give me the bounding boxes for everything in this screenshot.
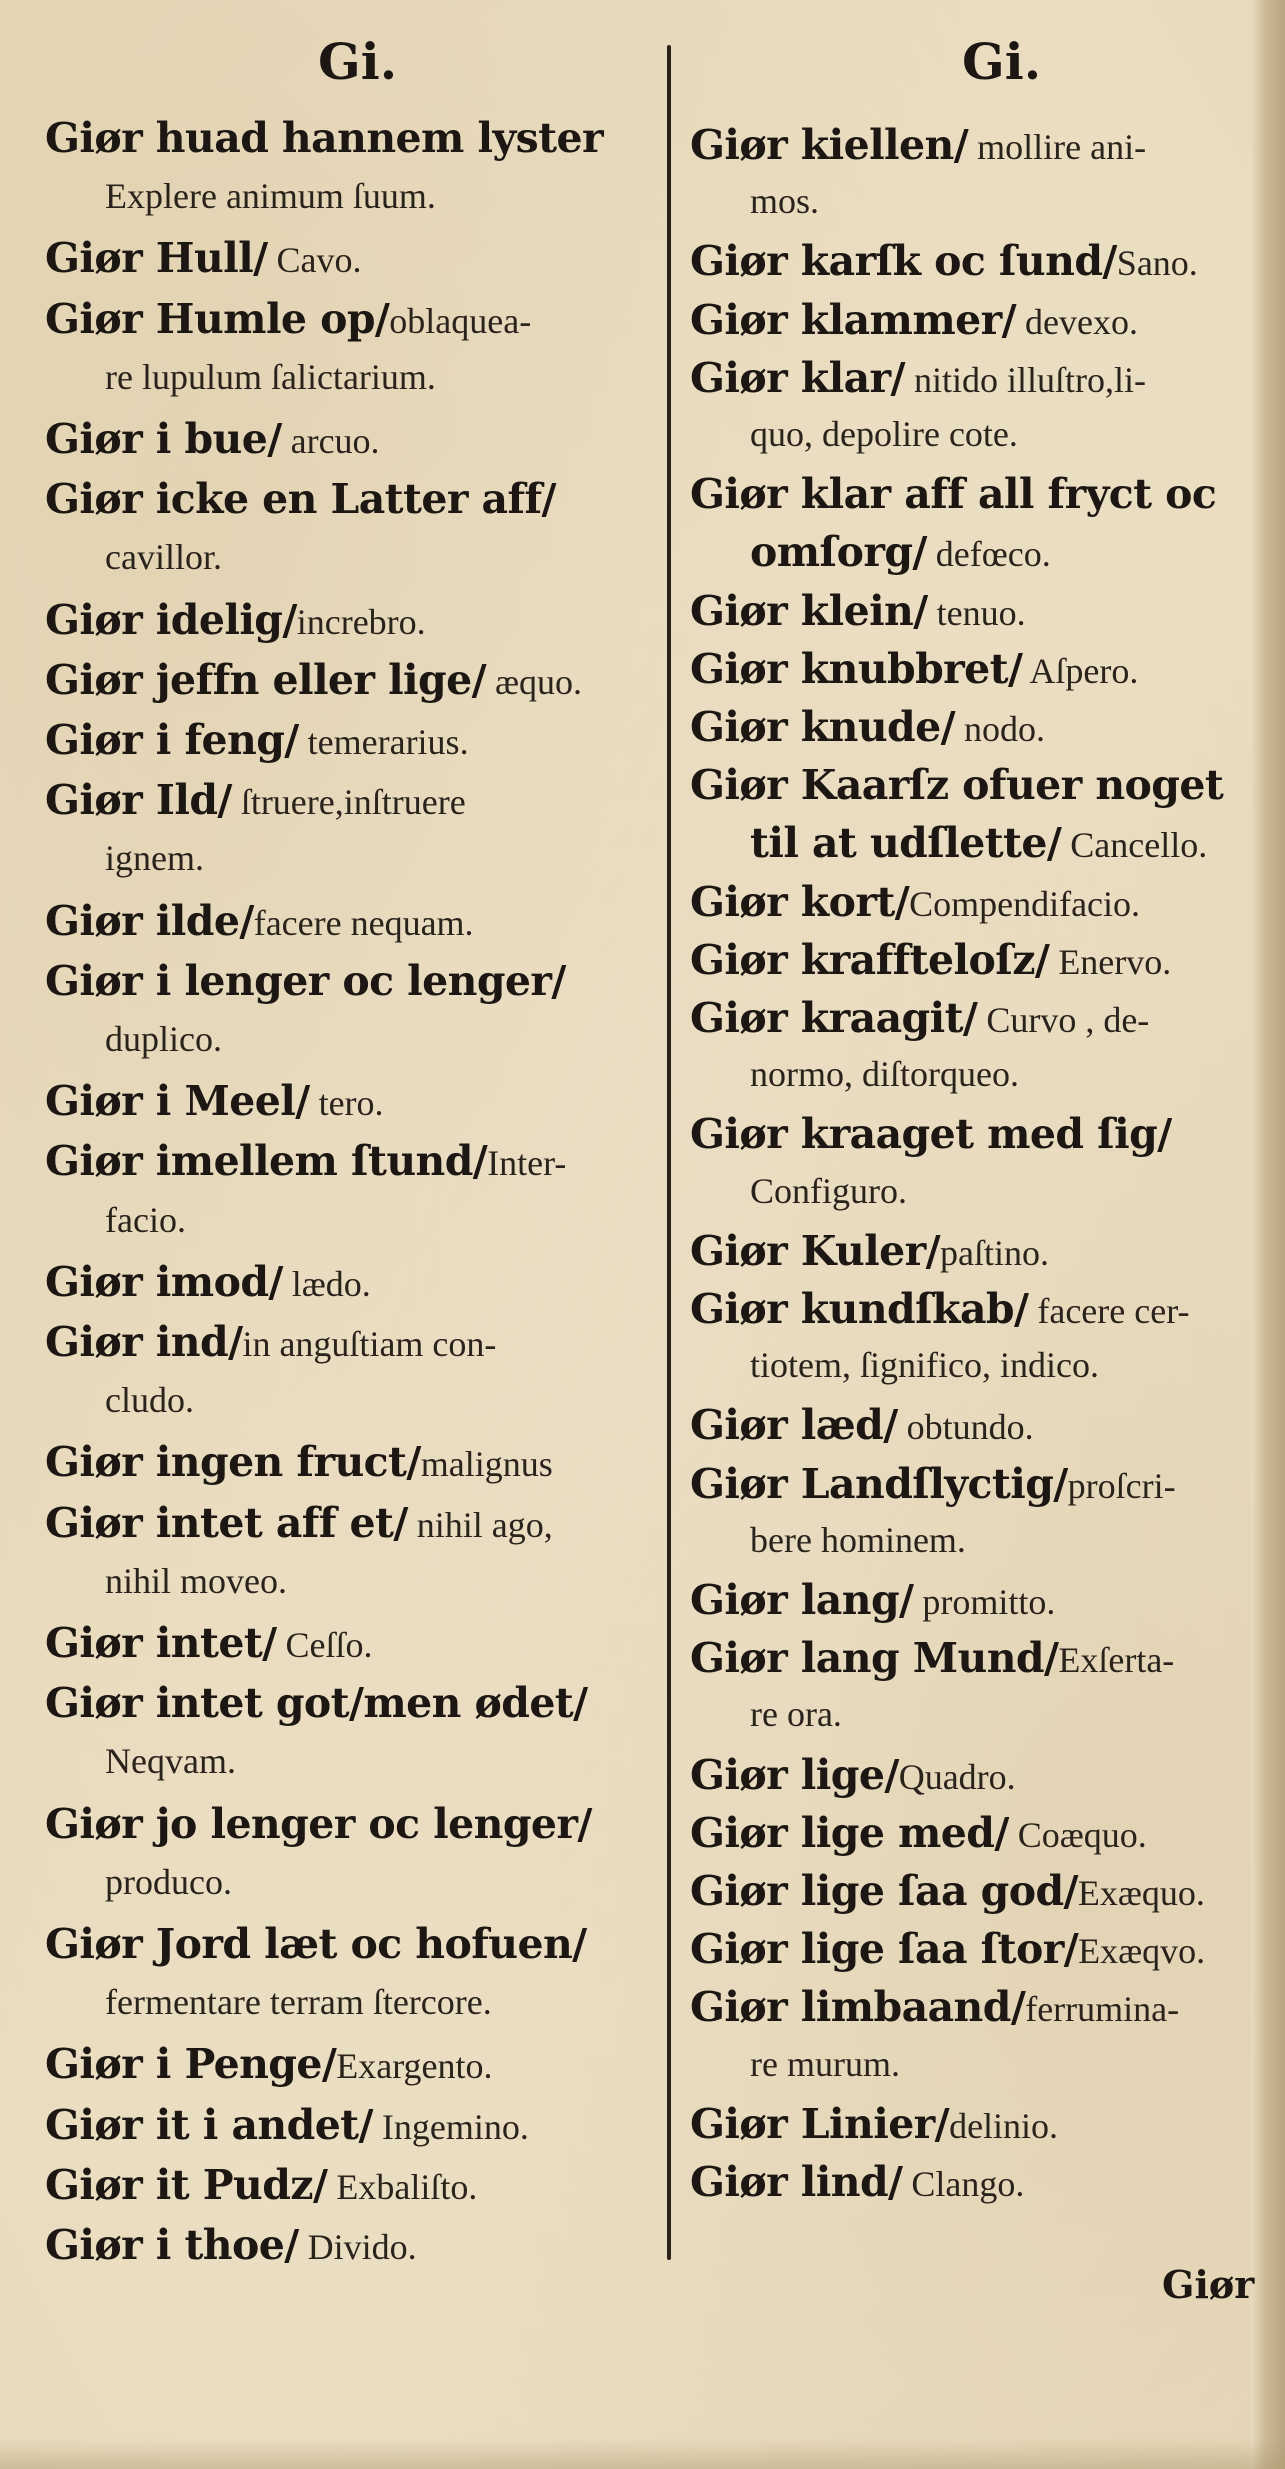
column-rule bbox=[667, 45, 671, 2260]
latin-gloss: temerarius. bbox=[298, 722, 469, 762]
headword: Giør lige med/ bbox=[690, 1808, 1009, 1857]
headword: Giør huad hannem lyster bbox=[45, 114, 603, 162]
headword: til at udſlette/ bbox=[750, 819, 1062, 868]
headword: Giør i Penge/ bbox=[45, 2040, 337, 2089]
page-gutter bbox=[1251, 0, 1285, 2469]
headword: Giør klar/ bbox=[690, 353, 905, 402]
dictionary-line bbox=[45, 234, 362, 283]
headword: Giør Linier/ bbox=[690, 2099, 950, 2148]
headword: Giør jo lenger oc lenger/ bbox=[45, 1799, 592, 1848]
dictionary-line bbox=[690, 1576, 1056, 1624]
dictionary-line bbox=[690, 1459, 1176, 1508]
latin-gloss: Enervo. bbox=[1049, 941, 1172, 982]
latin-gloss: oblaquea- bbox=[389, 300, 532, 341]
dictionary-line bbox=[45, 1560, 287, 1601]
latin-gloss: re lupulum ſalictarium. bbox=[105, 356, 436, 397]
latin-gloss: duplico. bbox=[105, 1019, 222, 1059]
headword: Giør ingen fruct/ bbox=[45, 1438, 421, 1487]
latin-gloss: Cancello. bbox=[1061, 825, 1208, 866]
latin-gloss: facio. bbox=[105, 1199, 186, 1240]
dictionary-line bbox=[45, 2221, 417, 2269]
dictionary-line bbox=[45, 1799, 592, 1848]
headword: Giør kraagit/ bbox=[690, 994, 978, 1042]
latin-gloss: re murum. bbox=[750, 2043, 900, 2084]
dictionary-line bbox=[45, 1438, 553, 1487]
dictionary-line bbox=[45, 415, 380, 463]
latin-gloss: Exargento. bbox=[336, 2046, 493, 2087]
dictionary-line bbox=[690, 1401, 1034, 1450]
latin-gloss: proſcri- bbox=[1067, 1465, 1176, 1506]
latin-gloss: Quadro. bbox=[898, 1756, 1016, 1797]
dictionary-line bbox=[45, 1619, 373, 1667]
dictionary-line bbox=[690, 1110, 1172, 1159]
headword: Giør icke en Latter aff/ bbox=[45, 475, 556, 524]
latin-gloss: Clango. bbox=[902, 2164, 1025, 2204]
headword: Giør intet aff et/ bbox=[45, 1498, 408, 1547]
dictionary-line bbox=[690, 470, 1217, 519]
dictionary-line bbox=[45, 475, 556, 524]
latin-gloss: Ingemino. bbox=[372, 2106, 529, 2147]
headword: Giør kort/ bbox=[690, 877, 910, 926]
latin-gloss: bere hominem. bbox=[750, 1519, 966, 1560]
headword: Giør læd/ bbox=[690, 1401, 898, 1450]
dictionary-line bbox=[690, 2158, 1025, 2206]
headword: Giør kraaget med ſig/ bbox=[690, 1110, 1172, 1159]
latin-gloss: nodo. bbox=[954, 709, 1045, 749]
dictionary-line bbox=[45, 294, 532, 343]
dictionary-line bbox=[690, 1054, 1019, 1095]
dictionary-line bbox=[45, 1861, 232, 1902]
headword: Giør knubbret/ bbox=[690, 644, 1023, 693]
catchword: Giør bbox=[1162, 2262, 1255, 2307]
dictionary-line bbox=[45, 1199, 186, 1240]
dictionary-line bbox=[690, 586, 1026, 635]
headword: Giør Ild/ bbox=[45, 776, 232, 825]
dictionary-line bbox=[690, 1867, 1205, 1915]
latin-gloss: lædo. bbox=[282, 1263, 371, 1304]
latin-gloss: tenuo. bbox=[927, 592, 1026, 633]
headword: Giør lang/ bbox=[690, 1576, 914, 1624]
dictionary-line bbox=[45, 1741, 236, 1782]
latin-gloss: malignus bbox=[420, 1444, 553, 1485]
dictionary-line bbox=[690, 237, 1198, 286]
latin-gloss: normo, diſtorqueo. bbox=[750, 1054, 1019, 1095]
latin-gloss: cludo. bbox=[105, 1380, 194, 1421]
latin-gloss: tero. bbox=[309, 1083, 384, 1124]
latin-gloss: nihil ago, bbox=[407, 1504, 553, 1545]
dictionary-line bbox=[690, 416, 1018, 452]
latin-gloss: nitido illuſtro,li- bbox=[904, 359, 1146, 400]
page-edge-shadow bbox=[0, 2439, 1285, 2469]
latin-gloss: paſtino. bbox=[940, 1232, 1049, 1273]
dictionary-line bbox=[45, 838, 204, 879]
dictionary-line bbox=[690, 353, 1146, 402]
latin-gloss: Inter- bbox=[487, 1143, 567, 1184]
dictionary-line bbox=[45, 1679, 588, 1728]
latin-gloss: ferrumina- bbox=[1025, 1989, 1180, 2030]
latin-gloss: arcuo. bbox=[281, 421, 380, 461]
headword: Giør intet/ bbox=[45, 1619, 277, 1667]
dictionary-line bbox=[690, 877, 1141, 926]
headword: Giør i feng/ bbox=[45, 716, 299, 764]
latin-gloss: devexo. bbox=[1016, 301, 1138, 342]
latin-gloss: facere cer- bbox=[1028, 1291, 1190, 1331]
headword: omſorg/ bbox=[750, 528, 927, 577]
headword: Giør karſk oc ſund/ bbox=[690, 237, 1117, 286]
latin-gloss: Sano. bbox=[1116, 243, 1198, 284]
dictionary-line bbox=[45, 655, 582, 704]
latin-gloss: ſtruere,inſtruere bbox=[231, 782, 466, 823]
latin-gloss: Exbaliſto. bbox=[327, 2166, 478, 2207]
headword: Giør idelig/ bbox=[45, 595, 297, 644]
dictionary-line bbox=[45, 537, 222, 578]
latin-gloss: defœco. bbox=[926, 534, 1051, 575]
dictionary-line bbox=[45, 1137, 567, 1186]
dictionary-line bbox=[690, 1808, 1147, 1857]
dictionary-line bbox=[45, 896, 474, 945]
headword: Giør i bue/ bbox=[45, 415, 282, 463]
latin-gloss: Exſerta- bbox=[1058, 1640, 1175, 1681]
dictionary-line bbox=[690, 295, 1138, 344]
running-header-left: Gi. bbox=[318, 32, 398, 91]
headword: Giør kiellen/ bbox=[690, 121, 969, 169]
dictionary-line bbox=[45, 1982, 492, 2023]
headword: Giør lige ſaa ſtor/ bbox=[690, 1925, 1079, 1974]
dictionary-line bbox=[690, 528, 1051, 577]
headword: Giør imellem ſtund/ bbox=[45, 1137, 488, 1186]
dictionary-line bbox=[45, 776, 466, 825]
headword: Giør klein/ bbox=[690, 586, 928, 635]
headword: Giør lige ſaa god/ bbox=[690, 1867, 1078, 1915]
headword: Giør Kuler/ bbox=[690, 1226, 940, 1275]
dictionary-line bbox=[690, 644, 1139, 693]
headword: Giør it Pudz/ bbox=[45, 2160, 328, 2209]
latin-gloss: nihil moveo. bbox=[105, 1560, 287, 1601]
dictionary-line bbox=[690, 181, 820, 222]
dictionary-line bbox=[45, 2100, 529, 2149]
latin-gloss: Exæquo. bbox=[1077, 1873, 1205, 1913]
dictionary-line bbox=[45, 956, 566, 1005]
dictionary-line bbox=[690, 1519, 966, 1560]
latin-gloss: Cavo. bbox=[267, 240, 362, 281]
latin-gloss: quo, depolire cote. bbox=[750, 414, 1018, 454]
dictionary-line bbox=[690, 994, 1150, 1042]
headword: Giør klar aff all fryct oc bbox=[690, 470, 1217, 519]
dictionary-line bbox=[690, 819, 1208, 868]
headword: Giør lige/ bbox=[690, 1750, 899, 1799]
latin-gloss: Configuro. bbox=[750, 1170, 907, 1211]
latin-gloss: increbro. bbox=[296, 601, 426, 642]
dictionary-line bbox=[690, 703, 1045, 751]
dictionary-line bbox=[690, 1285, 1190, 1333]
headword: Giør i lenger oc lenger/ bbox=[45, 956, 566, 1005]
headword: Giør lind/ bbox=[690, 2158, 903, 2206]
headword: Giør imod/ bbox=[45, 1257, 283, 1306]
latin-gloss: Coæquo. bbox=[1008, 1814, 1147, 1855]
latin-gloss: in anguſtiam con- bbox=[242, 1324, 497, 1364]
latin-gloss: mollire ani- bbox=[968, 127, 1147, 167]
latin-gloss: Curvo , de- bbox=[977, 1000, 1150, 1040]
dictionary-line bbox=[690, 1634, 1175, 1683]
latin-gloss: Exæqvo. bbox=[1078, 1931, 1206, 1972]
latin-gloss: facere nequam. bbox=[253, 902, 474, 943]
latin-gloss: promitto. bbox=[913, 1582, 1056, 1622]
dictionary-line bbox=[45, 595, 426, 644]
headword: Giør kundſkab/ bbox=[690, 1285, 1029, 1333]
running-header-right: Gi. bbox=[962, 32, 1042, 91]
dictionary-line bbox=[45, 356, 436, 397]
latin-gloss: Aſpero. bbox=[1022, 650, 1139, 691]
latin-gloss: obtundo. bbox=[897, 1407, 1034, 1448]
dictionary-line bbox=[690, 1226, 1049, 1275]
headword: Giør i thoe/ bbox=[45, 2221, 299, 2269]
latin-gloss: Ceſſo. bbox=[276, 1625, 373, 1665]
dictionary-line bbox=[690, 1983, 1180, 2032]
dictionary-line bbox=[45, 1920, 587, 1968]
dictionary-line bbox=[45, 114, 603, 162]
latin-gloss: æquo. bbox=[485, 661, 582, 702]
dictionary-line bbox=[690, 761, 1224, 810]
dictionary-line bbox=[690, 935, 1172, 984]
latin-gloss: cavillor. bbox=[105, 537, 222, 578]
headword: Giør klammer/ bbox=[690, 295, 1016, 344]
latin-gloss: Compendifacio. bbox=[909, 883, 1141, 924]
dictionary-line bbox=[45, 1380, 194, 1421]
latin-gloss: Explere animum ſuum. bbox=[105, 176, 436, 217]
latin-gloss: Neqvam. bbox=[105, 1741, 236, 1782]
headword: Giør Hull/ bbox=[45, 234, 268, 283]
latin-gloss: Divido. bbox=[298, 2227, 417, 2267]
headword: Giør i Meel/ bbox=[45, 1077, 310, 1126]
dictionary-line bbox=[45, 716, 469, 764]
headword: Giør it i andet/ bbox=[45, 2100, 373, 2149]
dictionary-line bbox=[45, 1257, 371, 1306]
headword: Giør knude/ bbox=[690, 703, 955, 751]
dictionary-line bbox=[690, 1694, 842, 1735]
dictionary-line bbox=[690, 2043, 900, 2084]
headword: Giør ind/ bbox=[45, 1318, 243, 1366]
dictionary-line bbox=[45, 1498, 553, 1547]
headword: Giør Humle op/ bbox=[45, 294, 390, 343]
dictionary-line bbox=[45, 176, 436, 217]
latin-gloss: re ora. bbox=[750, 1694, 842, 1735]
dictionary-line bbox=[690, 1750, 1016, 1799]
dictionary-line bbox=[45, 1318, 497, 1366]
headword: Giør intet got/men ødet/ bbox=[45, 1679, 588, 1728]
latin-gloss: delinio. bbox=[949, 2105, 1059, 2146]
dictionary-line bbox=[690, 2099, 1059, 2148]
dictionary-line bbox=[45, 2040, 493, 2089]
headword: Giør kraffteloſz/ bbox=[690, 935, 1050, 984]
dictionary-line bbox=[45, 1077, 384, 1126]
headword: Giør Jord læt oc hofuen/ bbox=[45, 1920, 587, 1968]
headword: Giør Landſlyctig/ bbox=[690, 1459, 1068, 1508]
latin-gloss: tiotem, ſignifico, indico. bbox=[750, 1345, 1099, 1386]
headword: Giør lang Mund/ bbox=[690, 1634, 1059, 1683]
headword: Giør Kaarſz ofuer noget bbox=[690, 761, 1224, 810]
latin-gloss: fermentare terram ſtercore. bbox=[105, 1982, 492, 2023]
dictionary-line bbox=[45, 2160, 478, 2209]
headword: Giør jeffn eller lige/ bbox=[45, 655, 486, 704]
headword: Giør limbaand/ bbox=[690, 1983, 1026, 2032]
headword: Giør ilde/ bbox=[45, 896, 254, 945]
latin-gloss: produco. bbox=[105, 1861, 232, 1902]
dictionary-line bbox=[690, 1170, 907, 1211]
dictionary-line bbox=[690, 1345, 1099, 1386]
dictionary-line bbox=[690, 121, 1147, 169]
dictionary-line bbox=[45, 1021, 222, 1057]
dictionary-line bbox=[690, 1925, 1206, 1974]
latin-gloss: mos. bbox=[750, 181, 820, 222]
latin-gloss: ignem. bbox=[105, 838, 204, 879]
